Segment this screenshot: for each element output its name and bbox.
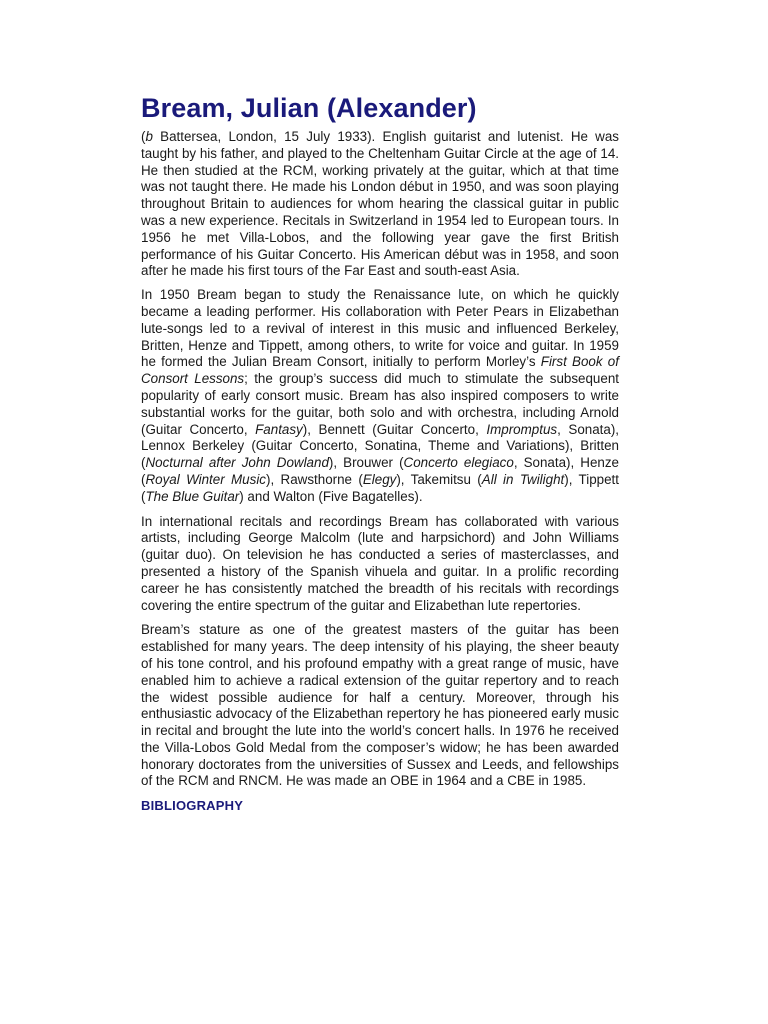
italic-text: All in Twilight	[481, 471, 565, 487]
text-run: Battersea, London, 15 July 1933). English guitarist and lutenist. He was taught by his father, and played to the Cheltenham Guitar Circle at the age of 14. He then studied at the RCM, working privately at the guitar, which at that time was not taught there. He made his London début in 1950, and was soon playing throughout Britain to audiences for whom hearing the classical guitar in public was a new experience. Recitals in Switzerland in 1954 led to European tours. In 1956 he met Villa-Lobos, and the following year gave the first British performance of his Guitar Concerto. His American début was in 1958, and soon after he made his first tours of the Far East and south-east Asia.	[141, 129, 619, 279]
text-run: ) and Walton (Five Bagatelles).	[239, 488, 423, 504]
text-run: , Sonata), Lennox Berkeley (Guitar Concerto, Sonatina, Theme and Variations), Britten (	[141, 421, 620, 471]
paragraph	[141, 514, 619, 615]
entry-body	[141, 129, 619, 790]
italic-text: Concerto elegiaco	[403, 455, 514, 471]
italic-text: b	[145, 129, 153, 144]
text-run: In 1950 Bream began to study the Renaissance lute, on which he quickly became a leading performer. His collaboration with Peter Pears in Elizabethan lute-songs led to a revival of interest in this music and influenced Berkeley, Britten, Henze and Tippett, among others, to write for voice and guitar. In 1959 he formed the Julian Bream Consort, initially to perform Morley’s	[141, 287, 619, 370]
italic-text: Elegy	[362, 471, 397, 487]
italic-text: Fantasy	[255, 421, 303, 437]
paragraph	[141, 622, 619, 790]
text-run: ), Rawsthorne (	[266, 471, 363, 487]
text-run: Bream’s stature as one of the greatest masters of the guitar has been established for many years. The deep intensity of his playing, the sheer beauty of his tone control, and his profound empathy with a great range of music, have enabled him to achieve a radical extension of the guitar repertory and to reach the widest possible audience for half a century. Moreover, through his enthusiastic advocacy of the Elizabethan repertory he has pioneered early music in recital and brought the lute into the world’s concert halls. In 1976 he received the Villa-Lobos Gold Medal from the composer’s widow; he has been awarded honorary doctorates from the universities of Sussex and Leeds, and fellowships of the RCM and RNCM. He was made an OBE in 1964 and a CBE in 1985.	[141, 622, 619, 789]
text-run: In international recitals and recordings Bream has collaborated with various artists, including George Malcolm (lute and harpsichord) and John Williams (guitar duo). On television he has conducted a series of masterclasses, and presented a history of the Spanish vihuela and guitar. In a prolific recording career he has consistently matched the breadth of his recitals with recordings covering the entire spectrum of the guitar and Elizabethan lute repertories.	[141, 513, 619, 613]
entry-title: Bream, Julian (Alexander)	[141, 93, 477, 123]
text-run: (	[141, 129, 146, 144]
paragraph	[141, 129, 619, 280]
text-run: ), Takemitsu (	[396, 471, 482, 487]
text-run: ; the group’s success did much to stimulate the subsequent popularity of early consort music. Bream has also inspired composers to write substantial works for the guitar, both solo and with orchestra, including Arnold (Guitar Concerto,	[141, 371, 619, 437]
text-run: ), Tippett (	[141, 471, 619, 504]
italic-text: First Book of Consort Lessons	[141, 354, 619, 387]
italic-text: The Blue Guitar	[145, 488, 240, 504]
italic-text: Nocturnal after John Dowland	[145, 455, 329, 471]
text-run: ), Bennett (Guitar Concerto,	[302, 421, 487, 437]
italic-text: Royal Winter Music	[145, 471, 266, 487]
document-page	[141, 92, 619, 814]
paragraph	[141, 287, 619, 505]
italic-text: Impromptus	[486, 421, 558, 437]
text-run: ), Brouwer (	[328, 455, 404, 471]
bibliography-heading: BIBLIOGRAPHY	[141, 798, 244, 814]
text-run: , Sonata), Henze (	[141, 455, 619, 487]
